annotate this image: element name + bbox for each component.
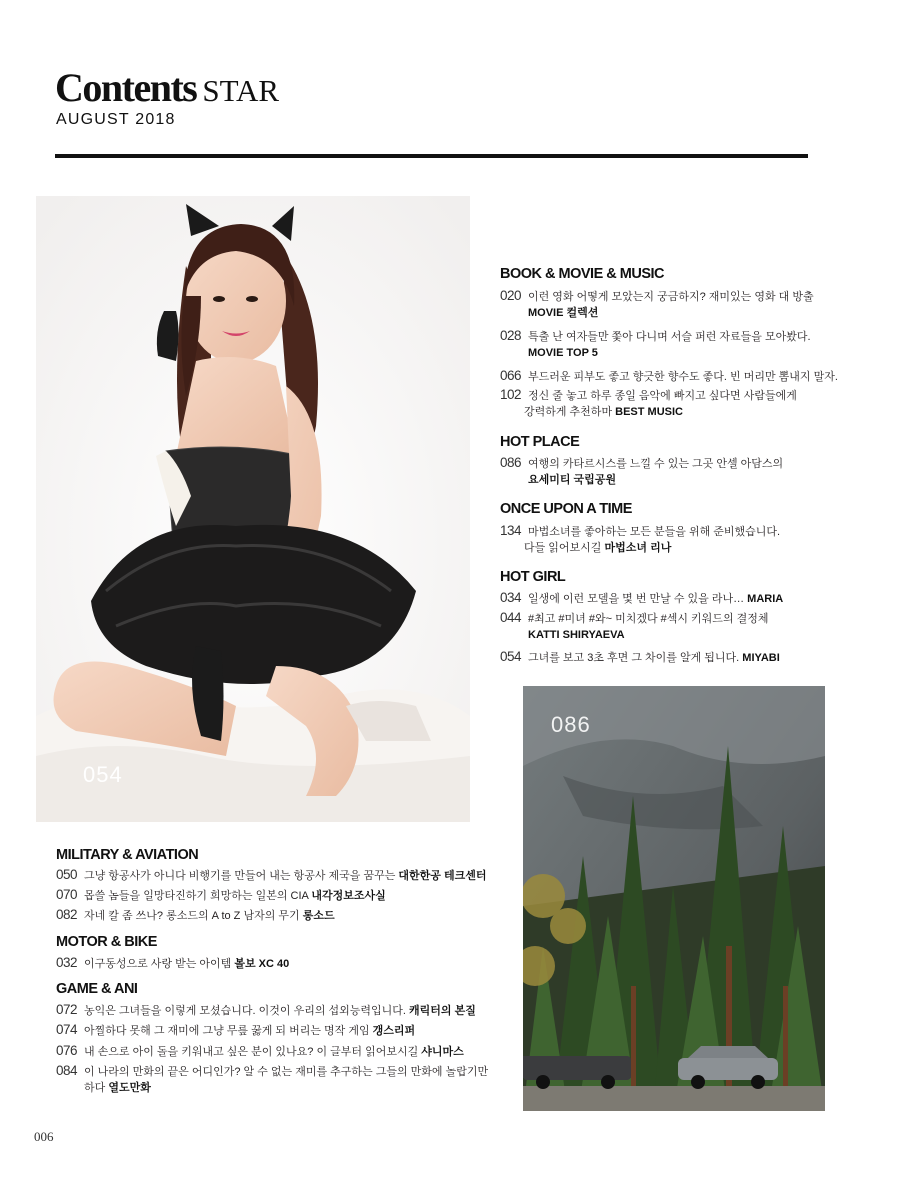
toc-entry[interactable] xyxy=(56,1002,476,1019)
model-illustration xyxy=(36,196,470,822)
toc-entry[interactable] xyxy=(500,387,797,420)
page-number: 074 xyxy=(56,1022,78,1037)
entry-text: 아찔하다 못해 그 재미에 그냥 무릎 꿇게 되 버리는 명작 게임 xyxy=(84,1025,370,1037)
page-number: 050 xyxy=(56,867,78,882)
toc-entry[interactable] xyxy=(56,867,487,884)
hot-place-photo xyxy=(523,686,825,1111)
entry-text: 특출 난 여자들만 쫓아 다니며 서슬 퍼런 자료들을 모아봤다. xyxy=(528,331,811,343)
photo-page-label: 086 xyxy=(551,712,591,737)
page-number: 134 xyxy=(500,523,522,538)
entry-text: 이 나라의 만화의 끝은 어디인가? 알 수 없는 재미를 추구하는 그들의 만화에 놀랍기만 xyxy=(84,1066,489,1078)
entry-title: MARIA xyxy=(747,593,784,605)
entry-title: 볼보 XC 40 xyxy=(234,958,290,970)
entry-text: 자네 칼 좀 쓰나? 롱소드의 A to Z 남자의 무기 xyxy=(84,910,300,922)
page-number: 020 xyxy=(500,288,522,303)
page-number: 054 xyxy=(500,649,522,664)
section-heading: GAME & ANI xyxy=(56,981,138,997)
page-number: 084 xyxy=(56,1063,78,1078)
toc-entry[interactable] xyxy=(500,590,783,607)
page-number: 044 xyxy=(500,610,522,625)
section-heading: MILITARY & AVIATION xyxy=(56,847,199,863)
entry-title: 내각정보조사실 xyxy=(311,890,386,902)
entry-text: 이구동성으로 사랑 받는 아이템 xyxy=(84,958,232,970)
entry-title: 갱스리퍼 xyxy=(372,1025,416,1037)
entry-text: 마법소녀를 좋아하는 모든 분들을 위해 준비했습니다. xyxy=(528,526,781,538)
page-number: 028 xyxy=(500,328,522,343)
entry-text: 몹쓸 놈들을 일망타진하기 희망하는 일본의 CIA xyxy=(84,890,309,902)
entry-text-line2: 하다 xyxy=(84,1082,106,1094)
entry-title: 마법소녀 리나 xyxy=(604,542,672,554)
entry-text: 정신 줄 놓고 하루 종일 음악에 빠지고 싶다면 사람들에게 xyxy=(528,390,797,402)
page-number: 086 xyxy=(500,455,522,470)
entry-text: 이런 영화 어떻게 모았는지 궁금하지? 재미있는 영화 대 방출 xyxy=(528,291,814,303)
page-number: 072 xyxy=(56,1002,78,1017)
toc-entry[interactable] xyxy=(56,887,386,904)
photo-page-label: 054 xyxy=(83,762,123,787)
page-number: 066 xyxy=(500,368,522,383)
yosemite-illustration xyxy=(523,686,825,1111)
entry-title: 대한한공 테크센터 xyxy=(398,870,487,882)
entry-title: 샤니마스 xyxy=(421,1046,464,1058)
page-number: 032 xyxy=(56,955,78,970)
entry-title: 요세미티 국립공원 xyxy=(528,474,617,486)
entry-text-line2: 강력하게 추천하마 xyxy=(524,406,613,418)
page-number: 034 xyxy=(500,590,522,605)
entry-text: 부드러운 피부도 좋고 향긋한 향수도 좋다. 빈 머리만 뽐내지 말자. xyxy=(528,371,838,383)
masthead xyxy=(55,64,279,111)
entry-text: #최고 #미녀 #와~ 미치겠다 #섹시 키워드의 결정체 xyxy=(528,613,769,625)
entry-title: KATTI SHIRYAEVA xyxy=(528,629,625,641)
section-heading: HOT PLACE xyxy=(500,434,580,450)
page-number: 070 xyxy=(56,887,78,902)
toc-entry[interactable] xyxy=(56,1043,464,1060)
entry-text: 내 손으로 아이 돌을 키워내고 싶은 분이 있나요? 이 글부터 읽어보시길 xyxy=(84,1046,419,1058)
page-number: 076 xyxy=(56,1043,78,1058)
issue-date: AUGUST 2018 xyxy=(56,111,176,128)
toc-entry[interactable] xyxy=(56,907,335,924)
entry-text-line2: 다들 읽어보시길 xyxy=(524,542,602,554)
page-folio: 006 xyxy=(34,1129,54,1144)
section-heading: HOT GIRL xyxy=(500,569,566,585)
entry-text: 일생에 이런 모델을 몇 번 만날 수 있을 라나… xyxy=(528,593,745,605)
entry-text: 그냥 항공사가 아니다 비행기를 만들어 내는 항공사 제국을 꿈꾸는 xyxy=(84,870,396,882)
toc-entry[interactable] xyxy=(500,523,780,556)
toc-entry[interactable] xyxy=(500,368,838,385)
entry-text: 그녀를 보고 3초 후면 그 차이를 알게 됩니다. xyxy=(528,652,740,664)
entry-text: 농익은 그녀들을 이렇게 모셨습니다. 이것이 우리의 섭외능력입니다. xyxy=(84,1005,406,1017)
toc-entry[interactable] xyxy=(56,955,289,972)
toc-entry[interactable] xyxy=(56,1022,415,1039)
entry-text: 여행의 카타르시스를 느낄 수 있는 그곳 안셀 아담스의 xyxy=(528,458,784,470)
entry-title: BEST MUSIC xyxy=(615,406,683,418)
header-rule xyxy=(55,154,808,158)
entry-title: MIYABI xyxy=(742,652,780,664)
toc-entry[interactable] xyxy=(56,1063,488,1096)
hot-girl-photo xyxy=(36,196,470,822)
entry-title: MOVIE TOP 5 xyxy=(528,347,598,359)
toc-entry[interactable] xyxy=(500,610,769,643)
section-heading: MOTOR & BIKE xyxy=(56,934,157,950)
section-heading: ONCE UPON A TIME xyxy=(500,501,632,517)
entry-title: 열도만화 xyxy=(108,1082,151,1094)
toc-entry[interactable] xyxy=(500,288,814,321)
toc-entry[interactable] xyxy=(500,649,780,666)
page-number: 102 xyxy=(500,387,522,402)
toc-entry[interactable] xyxy=(500,455,783,488)
toc-entry[interactable] xyxy=(500,328,811,361)
entry-title: MOVIE 컬렉션 xyxy=(528,307,599,319)
section-heading: BOOK & MOVIE & MUSIC xyxy=(500,266,665,282)
entry-title: 캐릭터의 본질 xyxy=(409,1005,476,1017)
masthead-subtitle: STAR xyxy=(202,73,280,108)
masthead-title: Contents xyxy=(55,65,197,110)
page-number: 082 xyxy=(56,907,78,922)
entry-title: 롱소드 xyxy=(302,910,335,922)
